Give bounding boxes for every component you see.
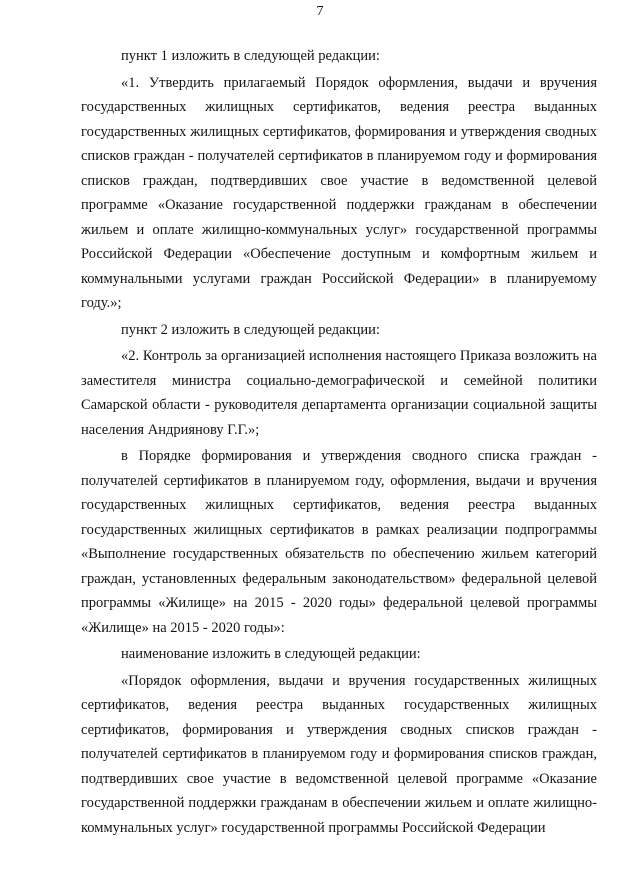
paragraph-7: «Порядок оформления, выдачи и вручения государственных жилищных сертификатов, ведения реестра выданных государственных жилищных сертификатов, формирования и утверждения сводных списков граждан - получателей сертификатов в планируемом году и формирования списков граждан, подтвердивших свое участие в ведомственной целевой программе «Оказание государственной поддержки гражданам в обеспечении жильем и оплате жилищно-коммунальных услуг» государственной программы Российской Федерации — [81, 672, 597, 836]
paragraph-2: «1. Утвердить прилагаемый Порядок оформления, выдачи и вручения государственных жилищных сертификатов, ведения реестра выданных государственных жилищных сертификатов, формирования и утверждения сводных списков граждан - получателей сертификатов в планируемом году и формирования списков граждан, подтвердивших свое участие в ведомственной целевой программе «Оказание государственной поддержки гражданам в обеспечении жильем и оплате жилищно-коммунальных услуг» государственной программы Российской Федерации «Обеспечение доступным и комфортным жильем и коммунальными услугами граждан Российской Федерации» в планируемому году.»; — [81, 74, 597, 311]
paragraph-5: в Порядке формирования и утверждения сводного списка граждан - получателей сертификатов в планируемом году, оформления, выдачи и вручения государственных жилищных сертификатов, ведения реестра выданных государственных жилищных сертификатов в рамках реализации подпрограммы «Выполнение государственных обязательств по обеспечению жильем категорий граждан, установленных федеральным законодательством» федеральной целевой программы «Жилище» на 2015 - 2020 годы» федеральной целевой программы «Жилище» на 2015 - 2020 годы»: — [81, 448, 597, 636]
paragraph-4: «2. Контроль за организацией исполнения настоящего Приказа возложить на заместителя министра социально-демографической и семейной политики Самарской области - руководителя департамента организации социальной защиты населения Андриянову Г.Г.»; — [81, 348, 597, 438]
paragraph-6: наименование изложить в следующей редакции: — [121, 646, 421, 662]
paragraph-3: пункт 2 изложить в следующей редакции: — [121, 321, 380, 338]
document-body — [81, 44, 597, 840]
page-number: 7 — [316, 4, 324, 19]
paragraph-1: пункт 1 изложить в следующей редакции: — [121, 48, 380, 64]
